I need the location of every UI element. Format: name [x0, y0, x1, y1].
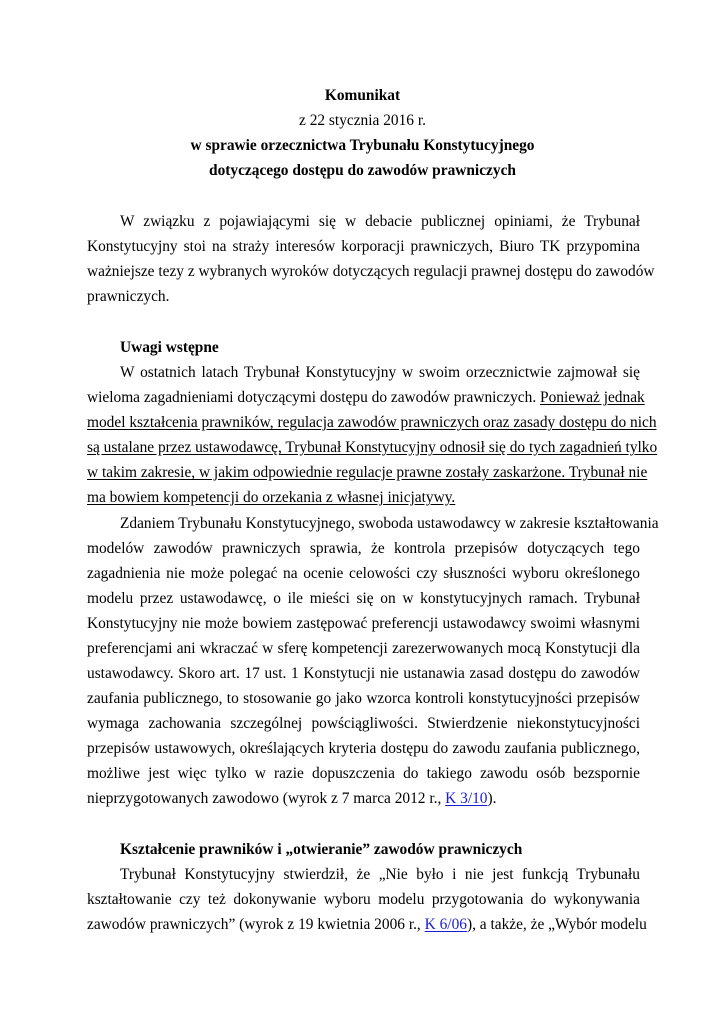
case-link-k-6-06[interactable]: K 6/06 — [424, 916, 467, 933]
paragraph-text: wieloma zagadnieniami dotyczącymi dostępu do zawodów prawniczych. — [87, 389, 541, 406]
paragraph-line: W ostatnich latach Trybunał Konstytucyjny w swoim orzecznictwie zajmował się — [120, 364, 640, 381]
case-link-k-3-10[interactable]: K 3/10 — [445, 790, 488, 807]
intro-line-3: ważniejsze tezy z wybranych wyroków dotyczących regulacji prawnej dostępu do zawodów — [87, 263, 655, 280]
section-heading-ksztalcenie: Kształcenie prawników i „otwieranie” zawodów prawniczych — [120, 841, 523, 858]
underlined-text: Ponieważ jednak — [540, 389, 645, 406]
underlined-paragraph-line: model kształcenia prawników, regulacja zawodów prawniczych oraz zasady dostępu do nich — [87, 414, 657, 431]
underlined-paragraph-line: ma bowiem kompetencji do orzekania z własnej inicjatywy. — [87, 489, 456, 506]
document-subject-line-2: dotyczącego dostępu do zawodów prawniczych — [209, 162, 516, 179]
paragraph-line — [87, 388, 645, 408]
paragraph-line: modelów zawodów prawniczych sprawia, że kontrola przepisów dotyczących tego — [87, 540, 640, 557]
intro-line-4: prawniczych. — [87, 288, 170, 305]
intro-line-1: W związku z pojawiającymi się w debacie publicznej opiniami, że Trybunał — [120, 213, 640, 230]
paragraph-line: ustawodawcy. Skoro art. 17 ust. 1 Konstytucji nie ustanawia zasad dostępu do zawodów — [87, 665, 640, 682]
paragraph-text: nieprzygotowanych zawodowo (wyrok z 7 marca 2012 r., — [87, 790, 446, 807]
paragraph-line: modelu przez ustawodawcę, o ile mieści się on w konstytucyjnych ramach. Trybunał — [87, 590, 640, 607]
paragraph-text: ). — [487, 790, 497, 807]
document-subject-line-1: w sprawie orzecznictwa Trybunału Konstytucyjnego — [190, 137, 535, 154]
intro-line-2: Konstytucyjny stoi na straży interesów korporacji prawniczych, Biuro TK przypomina — [87, 238, 640, 255]
paragraph-line: Trybunał Konstytucyjny stwierdził, że „Nie było i nie jest funkcją Trybunału — [120, 866, 640, 883]
paragraph-text: ), a także, że „Wybór modelu — [466, 916, 647, 933]
paragraph-line: zaufania publicznego, to stosowanie go jako wzorca kontroli konstytucyjności przepisów — [87, 690, 640, 707]
paragraph-text: zawodów prawniczych” (wyrok z 19 kwietnia 2006 r., — [87, 916, 425, 933]
paragraph-line — [87, 915, 647, 935]
document-date: z 22 stycznia 2016 r. — [299, 112, 426, 129]
paragraph-line: możliwe jest więc tylko w razie dopuszczenia do takiego zawodu osób bezspornie — [87, 765, 640, 782]
section-heading-uwagi: Uwagi wstępne — [120, 339, 219, 356]
paragraph-line: Konstytucyjny nie może bowiem zastępować preferencji ustawodawcy swoimi własnymi — [87, 615, 640, 632]
underlined-paragraph-line: są ustalane przez ustawodawcę, Trybunał Konstytucyjny odnosił się do tych zagadnień tylko — [87, 439, 658, 456]
paragraph-line: wymaga zachowania szczególnej powściągliwości. Stwierdzenie niekonstytucyjności — [87, 715, 640, 732]
paragraph-line: kształtowanie czy też dokonywanie wyboru modelu przygotowania do wykonywania — [87, 891, 640, 908]
underlined-paragraph-line: w takim zakresie, w jakim odpowiednie regulacje prawne zostały zaskarżone. Trybunał nie — [87, 464, 648, 481]
paragraph-line: preferencjami ani wkraczać w sferę kompetencji zarezerwowanych mocą Konstytucji dla — [87, 640, 640, 657]
paragraph-line: Zdaniem Trybunału Konstytucyjnego, swoboda ustawodawcy w zakresie kształtowania — [120, 515, 659, 532]
document-title: Komunikat — [324, 87, 401, 104]
paragraph-line: zagadnienia nie może polegać na ocenie celowości czy słuszności wyboru określonego — [87, 565, 640, 582]
paragraph-line: przepisów ustawowych, określających kryteria dostępu do zawodu zaufania publicznego, — [87, 740, 640, 757]
paragraph-line — [87, 789, 496, 809]
